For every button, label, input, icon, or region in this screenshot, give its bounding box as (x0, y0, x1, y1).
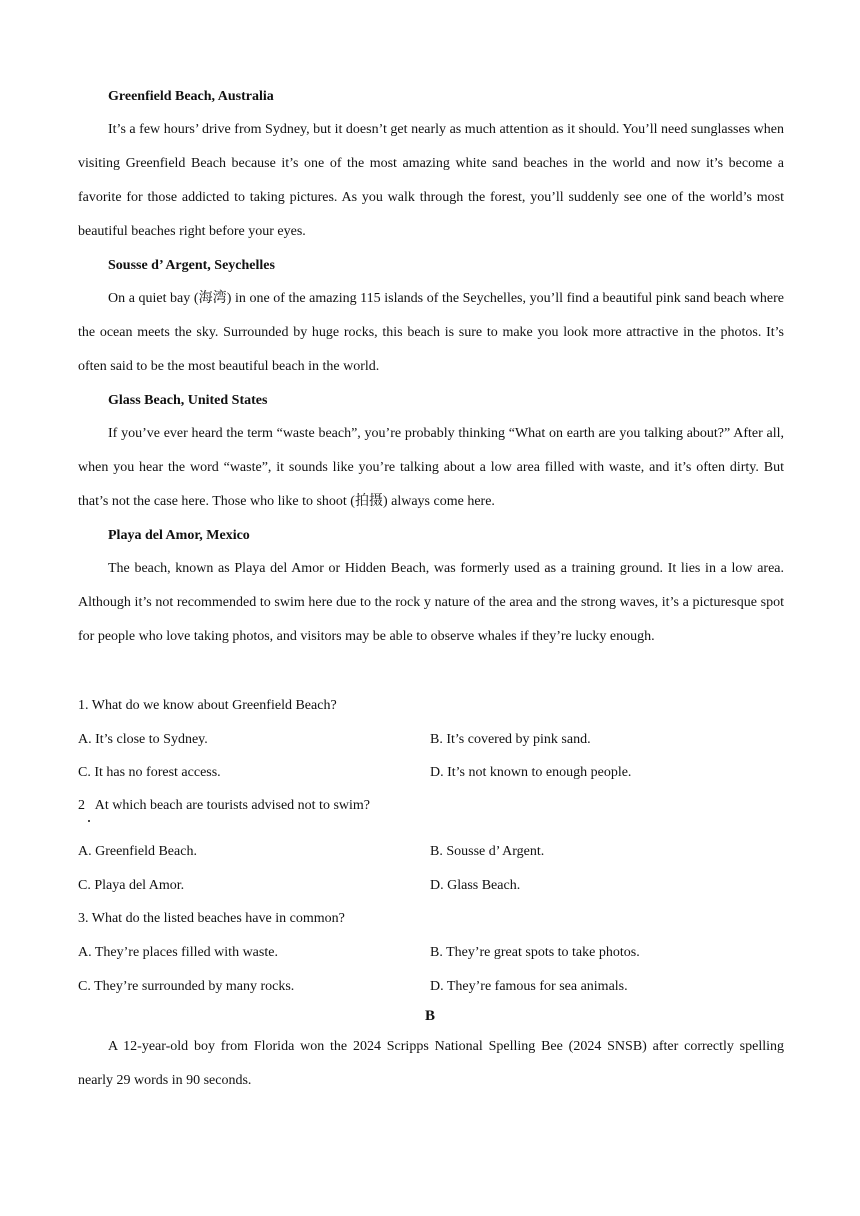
question-2-option-a: A. Greenfield Beach. (78, 844, 197, 859)
question-1-option-b: B. It’s covered by pink sand. (430, 732, 591, 747)
stray-dot-mark (88, 820, 90, 822)
question-2-option-c: C. Playa del Amor. (78, 878, 185, 893)
question-3-option-a: A. They’re places filled with waste. (78, 945, 278, 960)
question-2-option-b: B. Sousse d’ Argent. (430, 844, 545, 859)
heading-glass: Glass Beach, United States (108, 393, 268, 408)
heading-playa: Playa del Amor, Mexico (108, 528, 250, 543)
paragraph-b-intro: A 12-year-old boy from Florida won the 2024 Scripps National Spelling Bee (2024 SNSB) after correctly spelling nearly 29 words in 90 seconds. (78, 1039, 784, 1088)
section-b-label: B (424, 1008, 435, 1024)
paragraph-glass: If you’ve ever heard the term “waste beach”, you’re probably thinking “What on earth are you talking about?” After all, when you hear the word “waste”, it sounds like you’re talking about a low area filled with waste, and it’s often dirty. But that’s not the case here. Those who like to shoot (拍摄) always come here. (78, 426, 784, 509)
heading-sousse: Sousse d’ Argent, Seychelles (108, 258, 275, 273)
question-1-option-a: A. It’s close to Sydney. (78, 732, 208, 747)
question-1-option-c: C. It has no forest access. (78, 765, 221, 780)
paragraph-sousse: On a quiet bay (海湾) in one of the amazing 115 islands of the Seychelles, you’ll find a beautiful pink sand beach where the ocean meets the sky. Surrounded by huge rocks, this beach is sure to make you look more attractive in the photos. It’s often said to be the most beautiful beach in the world. (78, 291, 784, 374)
heading-greenfield: Greenfield Beach, Australia (108, 89, 274, 104)
paragraph-greenfield: It’s a few hours’ drive from Sydney, but it doesn’t get nearly as much attention as it should. You’ll need sunglasses when visiting Greenfield Beach because it’s one of the most amazing white sand beaches in the world and now it’s become a favorite for those addicted to taking pictures. As you walk through the forest, you’ll suddenly see one of the world’s most beautiful beaches right before your eyes. (78, 122, 784, 239)
question-3-stem: 3. What do the listed beaches have in common? (78, 911, 345, 926)
question-1-stem: 1. What do we know about Greenfield Beach? (78, 698, 337, 713)
question-3-option-d: D. They’re famous for sea animals. (430, 979, 628, 994)
question-3-option-c: C. They’re surrounded by many rocks. (78, 979, 295, 994)
paragraph-playa: The beach, known as Playa del Amor or Hidden Beach, was formerly used as a training ground. It lies in a low area. Although it’s not recommended to swim here due to the rock y nature of the area and the strong waves, it’s a picturesque spot for people who love taking photos, and visitors may be able to observe whales if they’re lucky enough. (78, 561, 784, 644)
question-3-option-b: B. They’re great spots to take photos. (430, 945, 640, 960)
question-2-stem: 2 At which beach are tourists advised not to swim? (78, 798, 370, 813)
question-2-option-d: D. Glass Beach. (430, 878, 521, 893)
question-1-option-d: D. It’s not known to enough people. (430, 765, 632, 780)
